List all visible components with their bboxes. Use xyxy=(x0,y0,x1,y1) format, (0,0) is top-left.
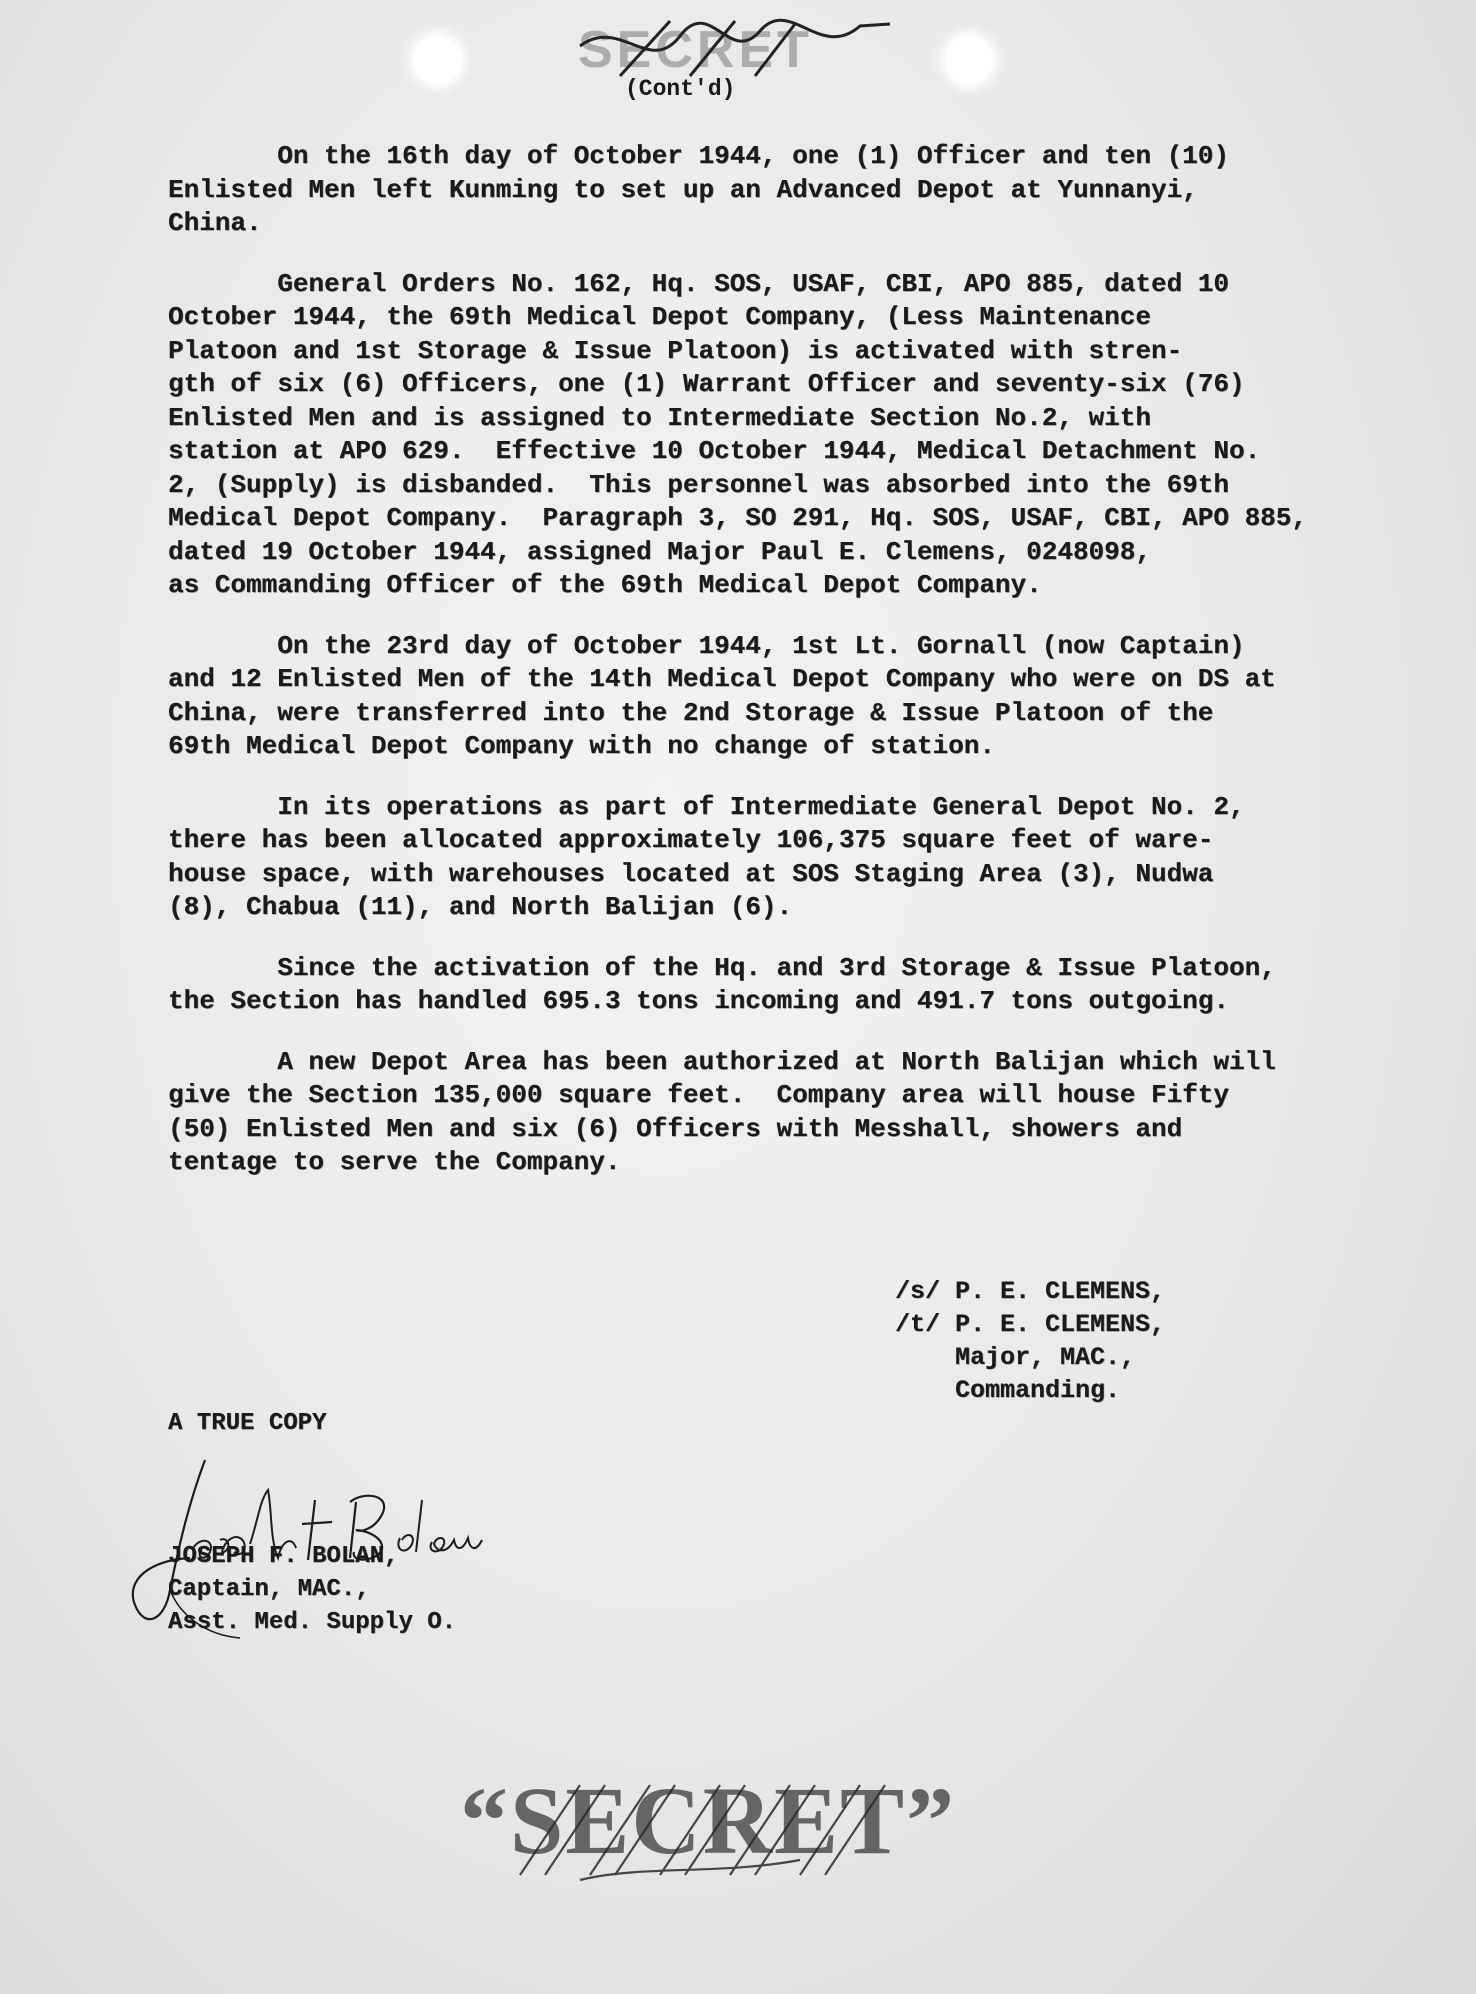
signature-rank: Major, MAC., xyxy=(895,1343,1136,1372)
clemens-signature-block xyxy=(895,1275,1165,1407)
signature-line-s: /s/ P. E. CLEMENS, xyxy=(895,1277,1166,1306)
bolan-title: Asst. Med. Supply O. xyxy=(168,1609,457,1636)
paragraph-warehouse-space: In its operations as part of Intermediate General Depot No. 2, there has been allocated approximately 106,375 square feet of ware- house space, with warehouses located at SOS Staging Area (3), Nudwa (8), Chabua (11), and North Balijan (6). xyxy=(168,791,1245,922)
paragraph-general-orders: General Orders No. 162, Hq. SOS, USAF, CBI, APO 885, dated 10 October 1944, the 69th Medical Depot Company, (Less Maintenance Platoon and 1st Storage & Issue Platoon) is activated with stren- gth of six (6) Officers, one (1) Warrant Officer and seventy-six (76) Enlisted Men and is assigned to Intermediate Section No.2, with station at APO 629. Effective 10 October 1944, Medical Detachment No. 2, (Supply) is disbanded. This personnel was absorbed into the 69th Medical Depot Company. Paragraph 3, SO 291, Hq. SOS, USAF, CBI, APO 885, dated 19 October 1944, assigned Major Paul E. Clemens, 0248098, as Commanding Officer of the 69th Medical Depot Company. xyxy=(168,268,1307,600)
punch-hole-right xyxy=(945,36,993,84)
continued-label: (Cont'd) xyxy=(625,76,736,102)
paragraph-tonnage: Since the activation of the Hq. and 3rd Storage & Issue Platoon, the Section has handled 695.3 tons incoming and 491.7 tons outgoing. xyxy=(168,952,1276,1016)
signature-line-t: /t/ P. E. CLEMENS, xyxy=(895,1310,1166,1339)
secret-stamp-bottom xyxy=(460,1755,960,1895)
paragraph-new-depot-area: A new Depot Area has been authorized at North Balijan which will give the Section 135,000 square feet. Company area will house Fifty (50) Enlisted Men and six (6) Officers with Messhall, showers and tentage to serve the Company. xyxy=(168,1046,1276,1177)
secret-stamp-bottom-word: “SECRET” xyxy=(460,1767,957,1874)
punch-hole-left xyxy=(414,36,462,84)
true-copy-label: A TRUE COPY xyxy=(168,1410,327,1437)
signature-title: Commanding. xyxy=(895,1376,1121,1405)
bolan-signature-block xyxy=(168,1540,456,1639)
paragraph-transfer: On the 23rd day of October 1944, 1st Lt. Gornall (now Captain) and 12 Enlisted Men of the 14th Medical Depot Company who were on DS at China, were transferred into the 2nd Storage & Issue Platoon of the 69th Medical Depot Company with no change of station. xyxy=(168,630,1276,761)
bolan-rank: Captain, MAC., xyxy=(168,1576,370,1603)
bolan-name: JOSEPH F. BOLAN, xyxy=(168,1543,399,1570)
letter-body xyxy=(168,140,1348,1207)
stamp-crosshatch xyxy=(460,1755,960,1895)
secret-stamp-top-word: SECRET xyxy=(578,21,813,79)
paragraph-advanced-depot: On the 16th day of October 1944, one (1) Officer and ten (10) Enlisted Men left Kunming to set up an Advanced Depot at Yunnanyi, China. xyxy=(168,141,1229,238)
